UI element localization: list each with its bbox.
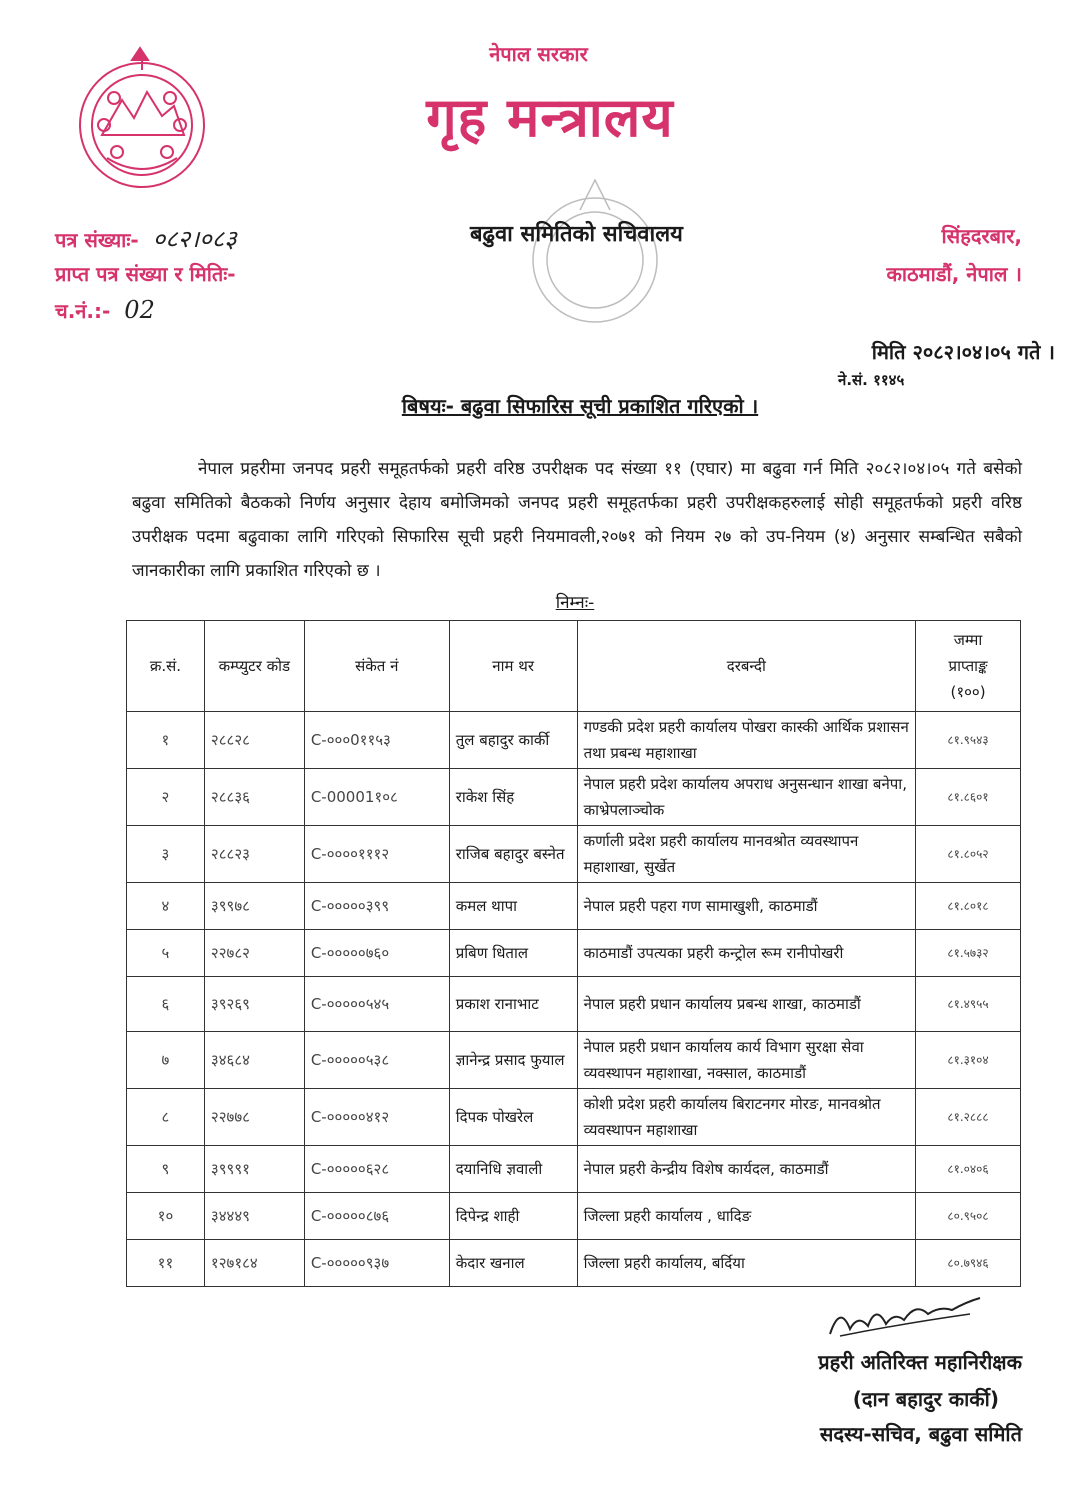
list-heading: निम्नः-: [555, 593, 595, 613]
cell-name: राजिब बहादुर बस्नेत: [449, 826, 577, 883]
cell-posting: कर्णाली प्रदेश प्रहरी कार्यालय मानवश्रोत व्यवस्थापन महाशाखा, सुर्खेत: [577, 826, 916, 883]
cell-score: ८०.७९४६: [916, 1240, 1021, 1287]
letter-number: [55, 222, 237, 255]
body-paragraph: नेपाल प्रहरीमा जनपद प्रहरी समूहतर्फको प्रहरी वरिष्ठ उपरीक्षक पद संख्या ११ (एघार) मा बढुवा गर्न मिति २०८२।०४।०५ गते बसेको बढुवा समितिको बैठकको निर्णय अनुसार देहाय बमोजिमको जनपद प्रहरी समूहतर्फका प्रहरी उपरीक्षकहरुलाई सोही समूहतर्फको प्रहरी वरिष्ठ उपरीक्षक पदमा बढुवाका लागि गरिएको सिफारिस सूची प्रहरी नियमावली,२०७१ को नियम २७ को उप-नियम (४) अनुसार सम्बन्धित सबैको जानकारीका लागि प्रकाशित गरिएको छ ।: [132, 459, 1022, 581]
cell-score: ८१.८०१८: [916, 883, 1021, 930]
cell-score: ८१.९५४३: [916, 712, 1021, 769]
cell-posting: गण्डकी प्रदेश प्रहरी कार्यालय पोखरा कास्की आर्थिक प्रशासन तथा प्रबन्ध महाशाखा: [577, 712, 916, 769]
cell-name: दिपेन्द्र शाही: [449, 1193, 577, 1240]
place-line-1: सिंहदरबार,: [941, 224, 1022, 248]
cell-symbol: C-०००००४१२: [304, 1089, 449, 1146]
header-serial: क्र.सं.: [127, 621, 205, 712]
cell-posting: काठमाडौं उपत्यका प्रहरी कन्ट्रोल रूम रानीपोखरी: [577, 930, 916, 977]
cell-code: २२७७८: [204, 1089, 304, 1146]
cell-serial: ९: [127, 1146, 205, 1193]
table-row: [127, 826, 1021, 883]
cell-posting: जिल्ला प्रहरी कार्यालय , धादिङ: [577, 1193, 916, 1240]
cell-symbol: C-00001१०८: [304, 769, 449, 826]
header-score-line3: (१००): [950, 683, 986, 701]
cell-posting: जिल्ला प्रहरी कार्यालय, बर्दिया: [577, 1240, 916, 1287]
dispatch-number-label: च.नं.:-: [55, 299, 111, 323]
recommendation-table: [126, 620, 1021, 1287]
cell-symbol: C-०००0११५३: [304, 712, 449, 769]
letter-number-value: ०८२।०८३: [152, 225, 237, 253]
letter-date: मिति २०८२।०४।०५ गते ।: [871, 340, 1055, 364]
cell-score: ८१.३१०४: [916, 1032, 1021, 1089]
cell-code: ३४६८४: [204, 1032, 304, 1089]
cell-code: २२७८२: [204, 930, 304, 977]
secretariat-label: बढुवा समितिको सचिवालय: [470, 222, 683, 247]
cell-symbol: C-०००००५३८: [304, 1032, 449, 1089]
cell-serial: ११: [127, 1240, 205, 1287]
table-row: [127, 977, 1021, 1032]
cell-score: ८१.४९५५: [916, 977, 1021, 1032]
cell-name: राकेश सिंह: [449, 769, 577, 826]
cell-serial: ६: [127, 977, 205, 1032]
cell-code: ३९९७८: [204, 883, 304, 930]
ministry-title: गृह मन्त्रालय: [426, 86, 674, 149]
header-symbol-number: संकेत नं: [304, 621, 449, 712]
cell-serial: २: [127, 769, 205, 826]
table-row: [127, 930, 1021, 977]
cell-code: १२७१८४: [204, 1240, 304, 1287]
cell-posting: कोशी प्रदेश प्रहरी कार्यालय बिराटनगर मोरङ, मानवश्रोत व्यवस्थापन महाशाखा: [577, 1089, 916, 1146]
cell-name: कमल थापा: [449, 883, 577, 930]
place-line-2: काठमाडौं, नेपाल ।: [886, 262, 1022, 286]
cell-name: प्रबिण धिताल: [449, 930, 577, 977]
cell-posting: नेपाल प्रहरी केन्द्रीय विशेष कार्यदल, काठमाडौं: [577, 1146, 916, 1193]
signatory-title: प्रहरी अतिरिक्त महानिरीक्षक: [818, 1350, 1022, 1374]
header-score-line1: जम्मा: [953, 631, 983, 649]
cell-symbol: C-०००००९३७: [304, 1240, 449, 1287]
subject-line: बिषयः- बढुवा सिफारिस सूची प्रकाशित गरिएको ।: [401, 394, 759, 418]
signatory-name: (दान बहादुर कार्की): [852, 1387, 999, 1411]
table-row: [127, 712, 1021, 769]
table-row: [127, 1193, 1021, 1240]
cell-serial: १०: [127, 1193, 205, 1240]
signature-icon: [820, 1284, 990, 1344]
cell-serial: ८: [127, 1089, 205, 1146]
header-posting: दरबन्दी: [577, 621, 916, 712]
cell-serial: ३: [127, 826, 205, 883]
signatory-role: सदस्य-सचिव, बढुवा समिति: [819, 1422, 1022, 1446]
cell-code: ३४४४९: [204, 1193, 304, 1240]
cell-score: ८१.८६०१: [916, 769, 1021, 826]
cell-posting: नेपाल प्रहरी प्रधान कार्यालय कार्य विभाग सुरक्षा सेवा व्यवस्थापन महाशाखा, नक्साल, काठमाडौं: [577, 1032, 916, 1089]
government-label: नेपाल सरकार: [489, 42, 588, 66]
cell-symbol: C-०००००६२८: [304, 1146, 449, 1193]
letter-number-label: पत्र संख्याः-: [55, 228, 139, 252]
cell-score: ८१.५७३२: [916, 930, 1021, 977]
cell-posting: नेपाल प्रहरी पहरा गण सामाखुशी, काठमाडौं: [577, 883, 916, 930]
header-score-line2: प्राप्ताङ्क: [948, 657, 988, 675]
table-header-row: [127, 621, 1021, 712]
cell-name: दिपक पोखरेल: [449, 1089, 577, 1146]
table-row: [127, 883, 1021, 930]
cell-serial: ७: [127, 1032, 205, 1089]
received-letter-label: प्राप्त पत्र संख्या र मितिः-: [55, 262, 236, 286]
table-row: [127, 1089, 1021, 1146]
cell-serial: ४: [127, 883, 205, 930]
cell-name: केदार खनाल: [449, 1240, 577, 1287]
cell-score: ८१.०४०६: [916, 1146, 1021, 1193]
cell-posting: नेपाल प्रहरी प्रधान कार्यालय प्रबन्ध शाखा, काठमाडौं: [577, 977, 916, 1032]
nepal-sambat-year: ने.सं. ११४५: [838, 371, 905, 389]
cell-name: दयानिधि ज्ञवाली: [449, 1146, 577, 1193]
cell-code: ३९९९१: [204, 1146, 304, 1193]
cell-score: ८१.८०५२: [916, 826, 1021, 883]
cell-symbol: C-०००००७६०: [304, 930, 449, 977]
table-row: [127, 1146, 1021, 1193]
cell-symbol: C-०००००८७६: [304, 1193, 449, 1240]
header-computer-code: कम्प्युटर कोड: [204, 621, 304, 712]
cell-serial: १: [127, 712, 205, 769]
header-total-score: [916, 621, 1021, 712]
cell-name: ज्ञानेन्द्र प्रसाद फुयाल: [449, 1032, 577, 1089]
table-row: [127, 1240, 1021, 1287]
cell-code: २८८३६: [204, 769, 304, 826]
cell-code: २८८२८: [204, 712, 304, 769]
cell-code: ३९२६९: [204, 977, 304, 1032]
cell-symbol: C-००००१११२: [304, 826, 449, 883]
cell-name: प्रकाश रानाभाट: [449, 977, 577, 1032]
cell-name: तुल बहादुर कार्की: [449, 712, 577, 769]
table-row: [127, 1032, 1021, 1089]
header-name: नाम थर: [449, 621, 577, 712]
cell-symbol: C-०००००३९९: [304, 883, 449, 930]
table-row: [127, 769, 1021, 826]
cell-serial: ५: [127, 930, 205, 977]
dispatch-number: [55, 296, 155, 324]
dispatch-number-value: 02: [124, 296, 155, 324]
cell-symbol: C-०००००५४५: [304, 977, 449, 1032]
cell-score: ८१.२८८८: [916, 1089, 1021, 1146]
cell-posting: नेपाल प्रहरी प्रदेश कार्यालय अपराध अनुसन्धान शाखा बनेपा, काभ्रेपलाञ्चोक: [577, 769, 916, 826]
cell-score: ८०.९५०८: [916, 1193, 1021, 1240]
cell-code: २८८२३: [204, 826, 304, 883]
